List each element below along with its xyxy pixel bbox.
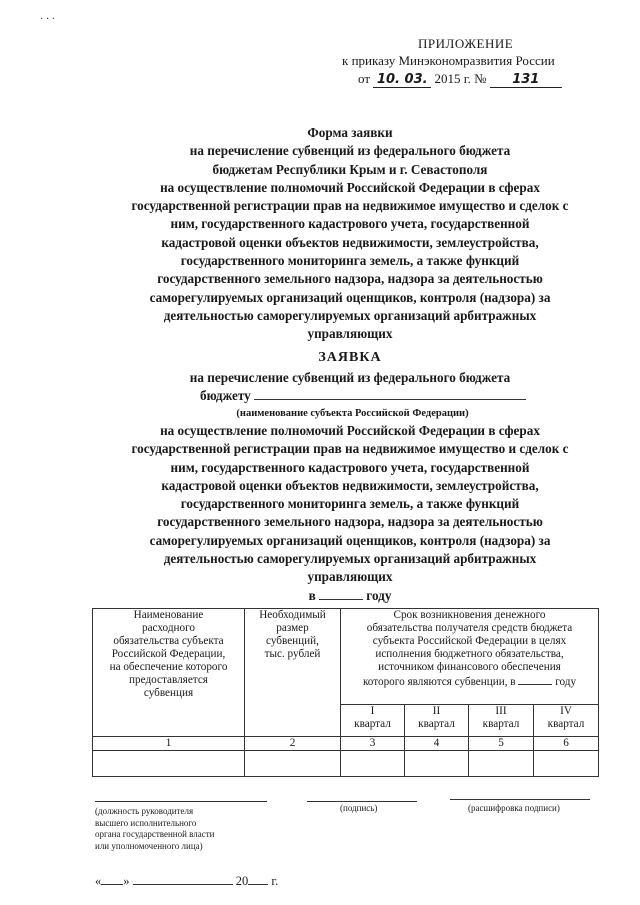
decoding-line [450, 799, 590, 800]
close-quote: » [123, 874, 130, 888]
day-blank [101, 872, 123, 885]
handwritten-order-number: 131 [490, 73, 562, 88]
form-heading-line: государственного мониторинга земель, а также функций [180, 253, 520, 269]
form-heading-line: ним, государственного кадастрового учета, государственной [170, 216, 530, 232]
header-text: на обеспечение которого [109, 661, 228, 673]
year-suffix: году [366, 587, 392, 603]
header-text: субвенций, [266, 635, 319, 647]
date-prefix: от [358, 71, 371, 86]
data-cell [405, 751, 469, 777]
application-line: государственной регистрации прав на недвижимое имущество и сделок с [131, 441, 569, 457]
application-line: на осуществление полномочий Российской Федерации в сферах [160, 423, 540, 438]
form-heading-line: государственного земельного надзора, надзора за деятельностью [157, 271, 543, 287]
quarter-word: квартал [418, 718, 455, 730]
header-text-last [341, 674, 598, 689]
header-text: предоставляется [129, 674, 208, 686]
column-number: 6 [534, 737, 599, 751]
header-text: исполнения бюджетного обязательства, [375, 648, 564, 660]
year-prefix: в [308, 587, 316, 603]
year-line [95, 587, 605, 605]
year-prefix: 20 [235, 874, 249, 888]
form-heading-line: управляющих [307, 326, 393, 342]
data-cell [341, 751, 405, 777]
year-blank [319, 587, 363, 600]
column-number: 2 [245, 737, 341, 751]
quarter-3-header [469, 705, 534, 737]
subject-name-blank [254, 387, 526, 400]
header-text: субвенция [143, 687, 194, 699]
scan-artifact: · · · [40, 14, 55, 25]
form-heading-line: на перечисление субвенций из федерального бюджета [189, 143, 511, 159]
open-quote: « [95, 874, 102, 888]
data-cell [245, 751, 341, 777]
header-text: Необходимый [259, 609, 326, 621]
signature-date-line [95, 872, 278, 889]
application-body [95, 422, 605, 605]
year-number-text: 2015 г. № [434, 71, 487, 86]
column-number: 5 [469, 737, 534, 751]
subject-note [95, 403, 605, 423]
header-text: Российской Федерации, [111, 648, 226, 660]
position-caption [95, 806, 295, 852]
quarter-numeral: II [432, 705, 441, 717]
subvention-table [92, 608, 599, 777]
form-heading-line: саморегулируемых организаций оценщиков, контроля (надзора) за [149, 289, 551, 305]
term-year-blank [518, 674, 552, 685]
application-intro [95, 369, 605, 423]
column-number: 1 [93, 737, 245, 751]
header-text: обязательства получателя средств бюджета [366, 622, 573, 634]
position-caption-line: (должность руководителя [95, 806, 194, 816]
form-heading-line: кадастровой оценки объектов недвижимости, землеустройства, [161, 234, 539, 250]
year-digits-blank [248, 872, 268, 885]
header-text: размер [276, 622, 309, 634]
signature-line [307, 801, 417, 802]
header-text: Срок возникновения денежного [393, 609, 546, 621]
application-line: на перечисление субвенций из федерального бюджета [189, 370, 511, 385]
quarter-numeral: I [370, 705, 375, 717]
header-text: Наименование [133, 609, 204, 621]
form-heading-line: на осуществление полномочий Российской Федерации в сферах [160, 179, 540, 195]
header-text: году [555, 676, 577, 688]
application-line: управляющих [307, 569, 393, 585]
application-line: государственного земельного надзора, надзора за деятельностью [157, 514, 543, 530]
signature-caption: (подпись) [340, 803, 378, 813]
form-heading-line: государственной регистрации прав на недвижимое имущество и сделок с [131, 198, 569, 214]
quarter-2-header [405, 705, 469, 737]
data-cell [93, 751, 245, 777]
application-line: деятельностью саморегулируемых организаций арбитражных [163, 551, 537, 567]
application-line: ним, государственного кадастрового учета, государственной [170, 459, 530, 475]
quarter-4-header [534, 705, 599, 737]
header-text: тыс. рублей [264, 648, 321, 660]
appendix-title: ПРИЛОЖЕНИЕ [418, 36, 514, 51]
header-text: обязательства субъекта [113, 635, 224, 647]
data-row [93, 751, 599, 777]
column-numbers-row [93, 737, 599, 751]
header-subvention-amount [245, 609, 341, 737]
application-title: ЗАЯВКА [318, 350, 382, 365]
column-number: 4 [405, 737, 469, 751]
header-text: которого являются субвенции, в [362, 676, 516, 688]
column-number: 3 [341, 737, 405, 751]
budget-label: бюджету [200, 388, 251, 404]
application-line: кадастровой оценки объектов недвижимости, землеустройства, [161, 477, 539, 493]
application-line: саморегулируемых организаций оценщиков, контроля (надзора) за [149, 532, 551, 548]
header-obligation-term [341, 609, 599, 705]
position-caption-line: или уполномоченного лица) [95, 840, 203, 851]
position-caption-line: высшего исполнительного [95, 817, 197, 828]
handwritten-date: 10. 03. [373, 73, 431, 88]
quarter-1-header [341, 705, 405, 737]
quarter-numeral: III [495, 705, 507, 717]
quarter-word: квартал [482, 718, 520, 730]
appendix-order-line: к приказу Минэкономразвития России [342, 53, 555, 68]
data-cell [534, 751, 599, 777]
data-cell [469, 751, 534, 777]
header-text: источником финансового обеспечения [378, 661, 561, 673]
position-caption-line: органа государственной власти [95, 829, 215, 839]
form-heading-line: Форма заявки [307, 125, 393, 140]
appendix-date-line [358, 71, 562, 88]
quarter-word: квартал [354, 718, 391, 730]
header-obligation-name [93, 609, 245, 737]
form-heading-line: бюджетам Республики Крым и г. Севастополя [212, 161, 488, 177]
quarter-word: квартал [547, 718, 585, 730]
header-text: субъекта Российской Федерации в целях [372, 635, 567, 647]
subject-note-text: (наименование субъекта Российской Федерации) [236, 407, 469, 419]
decoding-caption: (расшифровка подписи) [468, 803, 560, 813]
form-heading-line: деятельностью саморегулируемых организаций арбитражных [163, 307, 537, 323]
quarter-numeral: IV [560, 705, 572, 717]
position-line [95, 801, 267, 802]
month-blank [133, 872, 233, 885]
year-suffix: г. [271, 874, 279, 888]
form-heading [95, 124, 605, 344]
application-line: государственного мониторинга земель, а также функций [180, 496, 520, 512]
header-text: расходного [142, 622, 195, 634]
